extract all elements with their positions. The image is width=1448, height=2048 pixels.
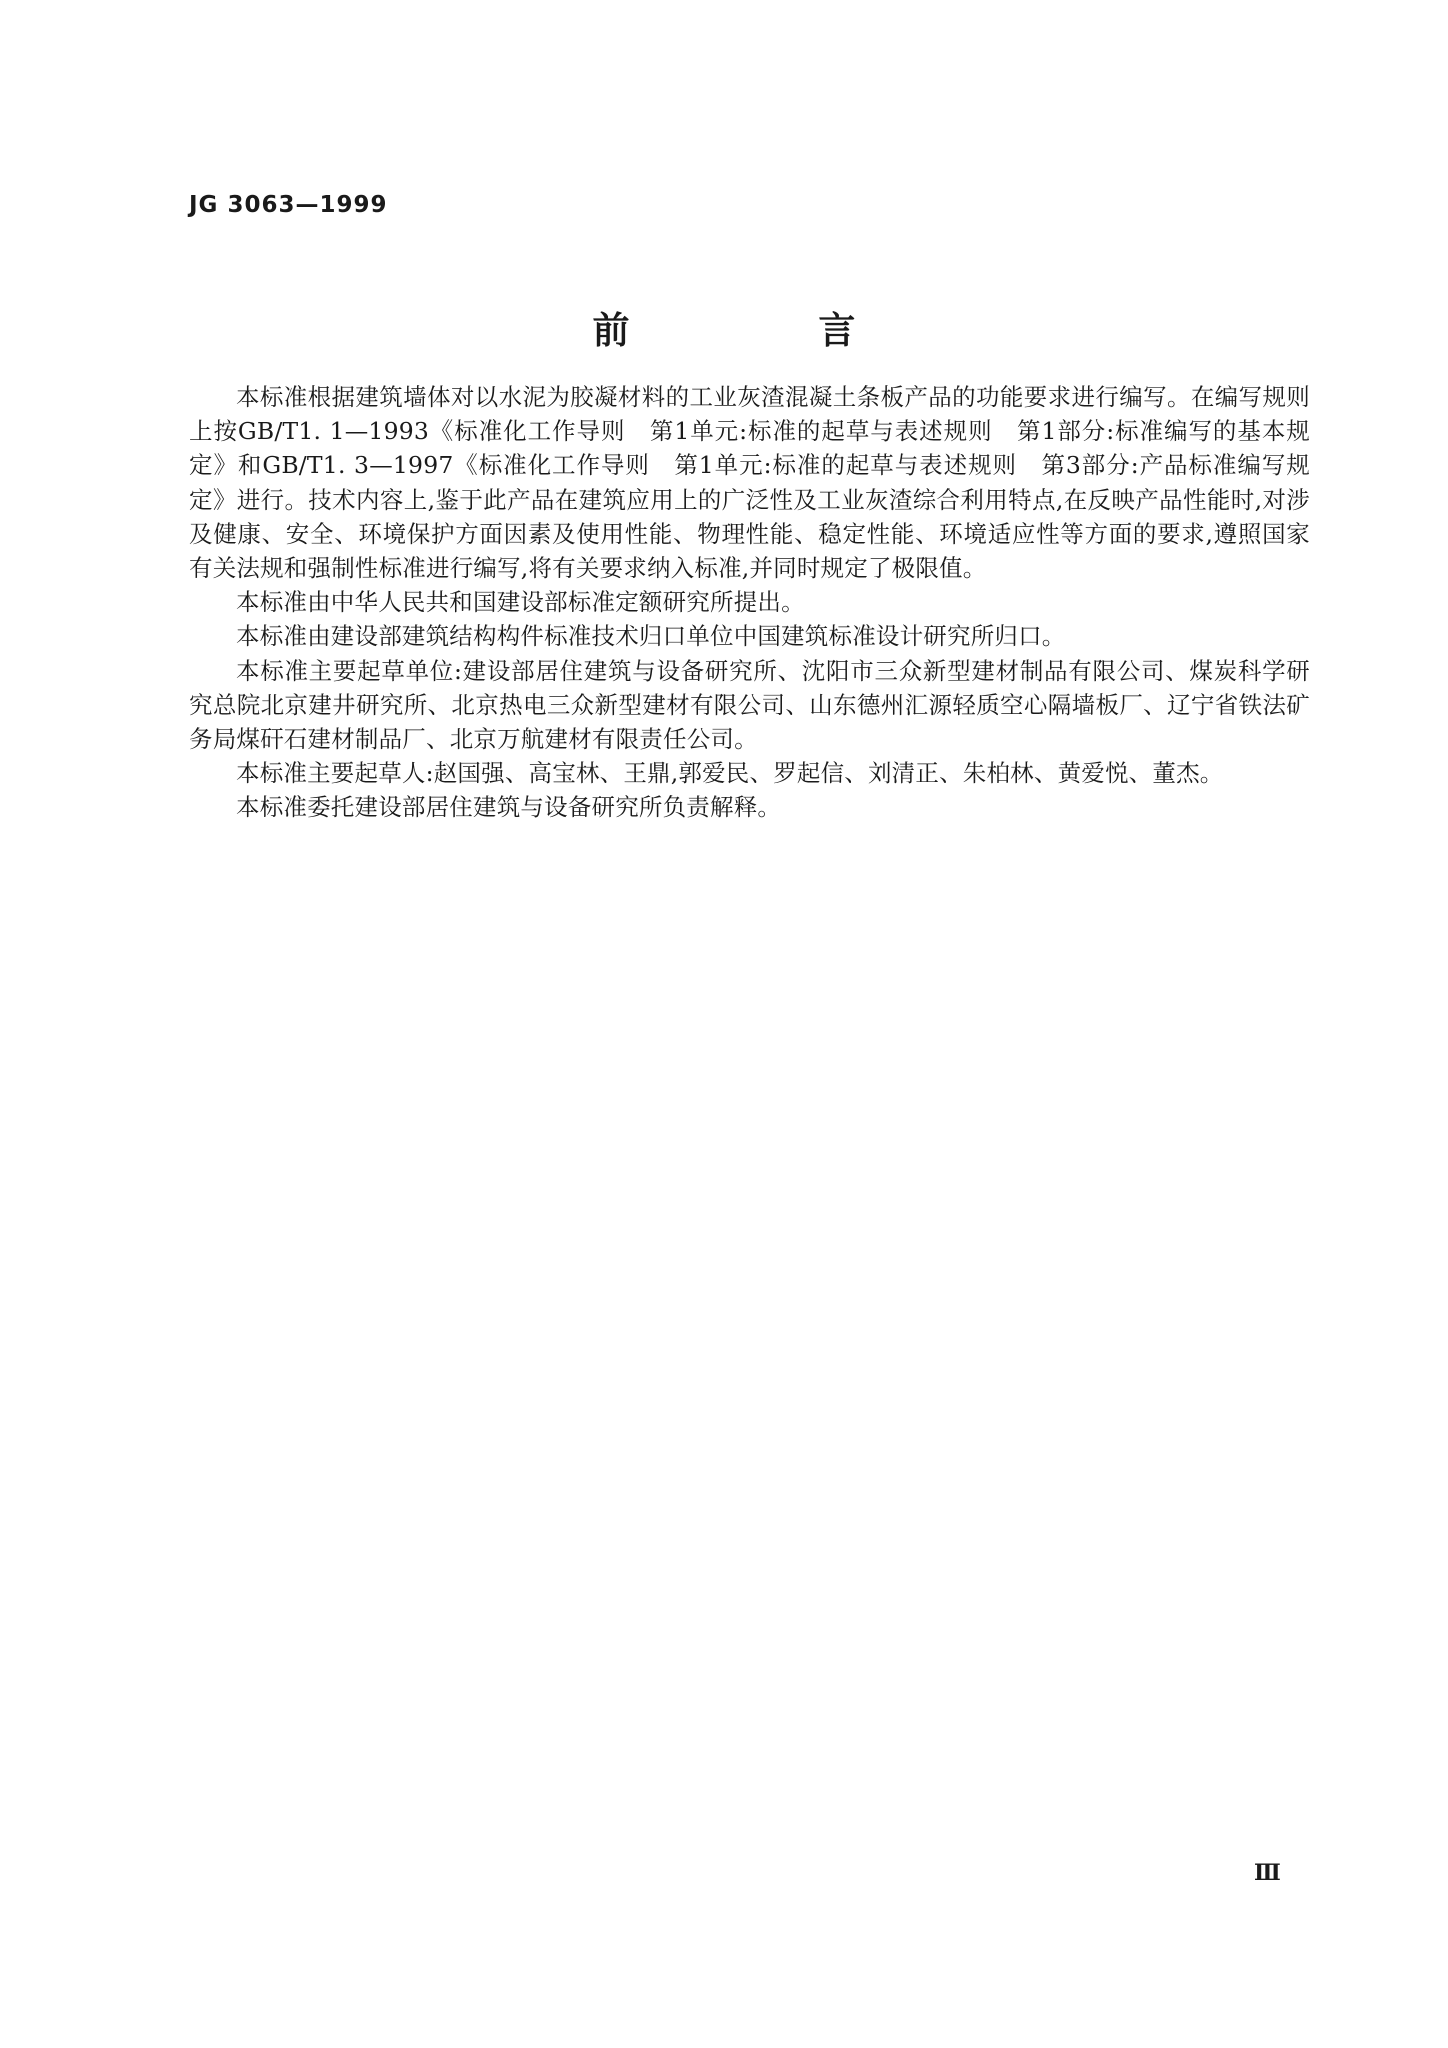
paragraph-drafters: 本标准主要起草人:赵国强、高宝林、王鼎,郭爱民、罗起信、刘清正、朱柏林、黄爱悦、董杰。 [236, 759, 1224, 788]
paragraph-interpretation: 本标准委托建设部居住建筑与设备研究所负责解释。 [236, 793, 782, 822]
paragraph-administrator: 本标准由建设部建筑结构构件标准技术归口单位中国建筑标准设计研究所归口。 [236, 622, 1066, 651]
paragraph-drafting-basis: 本标准根据建筑墙体对以水泥为胶凝材料的工业灰渣混凝土条板产品的功能要求进行编写。在编写规则上按GB/T1. 1—1993《标准化工作导则 第1单元:标准的起草与表述规则 第1部分:标准编写的基本规定》和GB/T1. 3—1997《标准化工作导则 第1单元:标准的起草与表述规则 第3部分:产品标准编写规定》进行。技术内容上,鉴于此产品在建筑应用上的广泛性及工业灰渣综合利用特点,在反映产品性能时,对涉及健康、安全、环境保护方面因素及使用性能、物理性能、稳定性能、环境适应性等方面的要求,遵照国家有关法规和强制性标准进行编写,将有关要求纳入标准,并同时规定了极限值。 [189, 383, 1310, 583]
paragraph-drafting-units: 本标准主要起草单位:建设部居住建筑与设备研究所、沈阳市三众新型建材制品有限公司、煤炭科学研究总院北京建井研究所、北京热电三众新型建材有限公司、山东德州汇源轻质空心隔墙板厂、辽宁省铁法矿务局煤矸石建材制品厂、北京万航建材有限责任公司。 [189, 656, 1310, 754]
page-number: Ⅲ [1254, 1860, 1281, 1886]
document-code: JG 3063—1999 [189, 192, 388, 218]
foreword-heading: 前 言 [592, 308, 944, 352]
paragraph-proposer: 本标准由中华人民共和国建设部标准定额研究所提出。 [236, 588, 805, 617]
foreword-body [189, 380, 1310, 825]
